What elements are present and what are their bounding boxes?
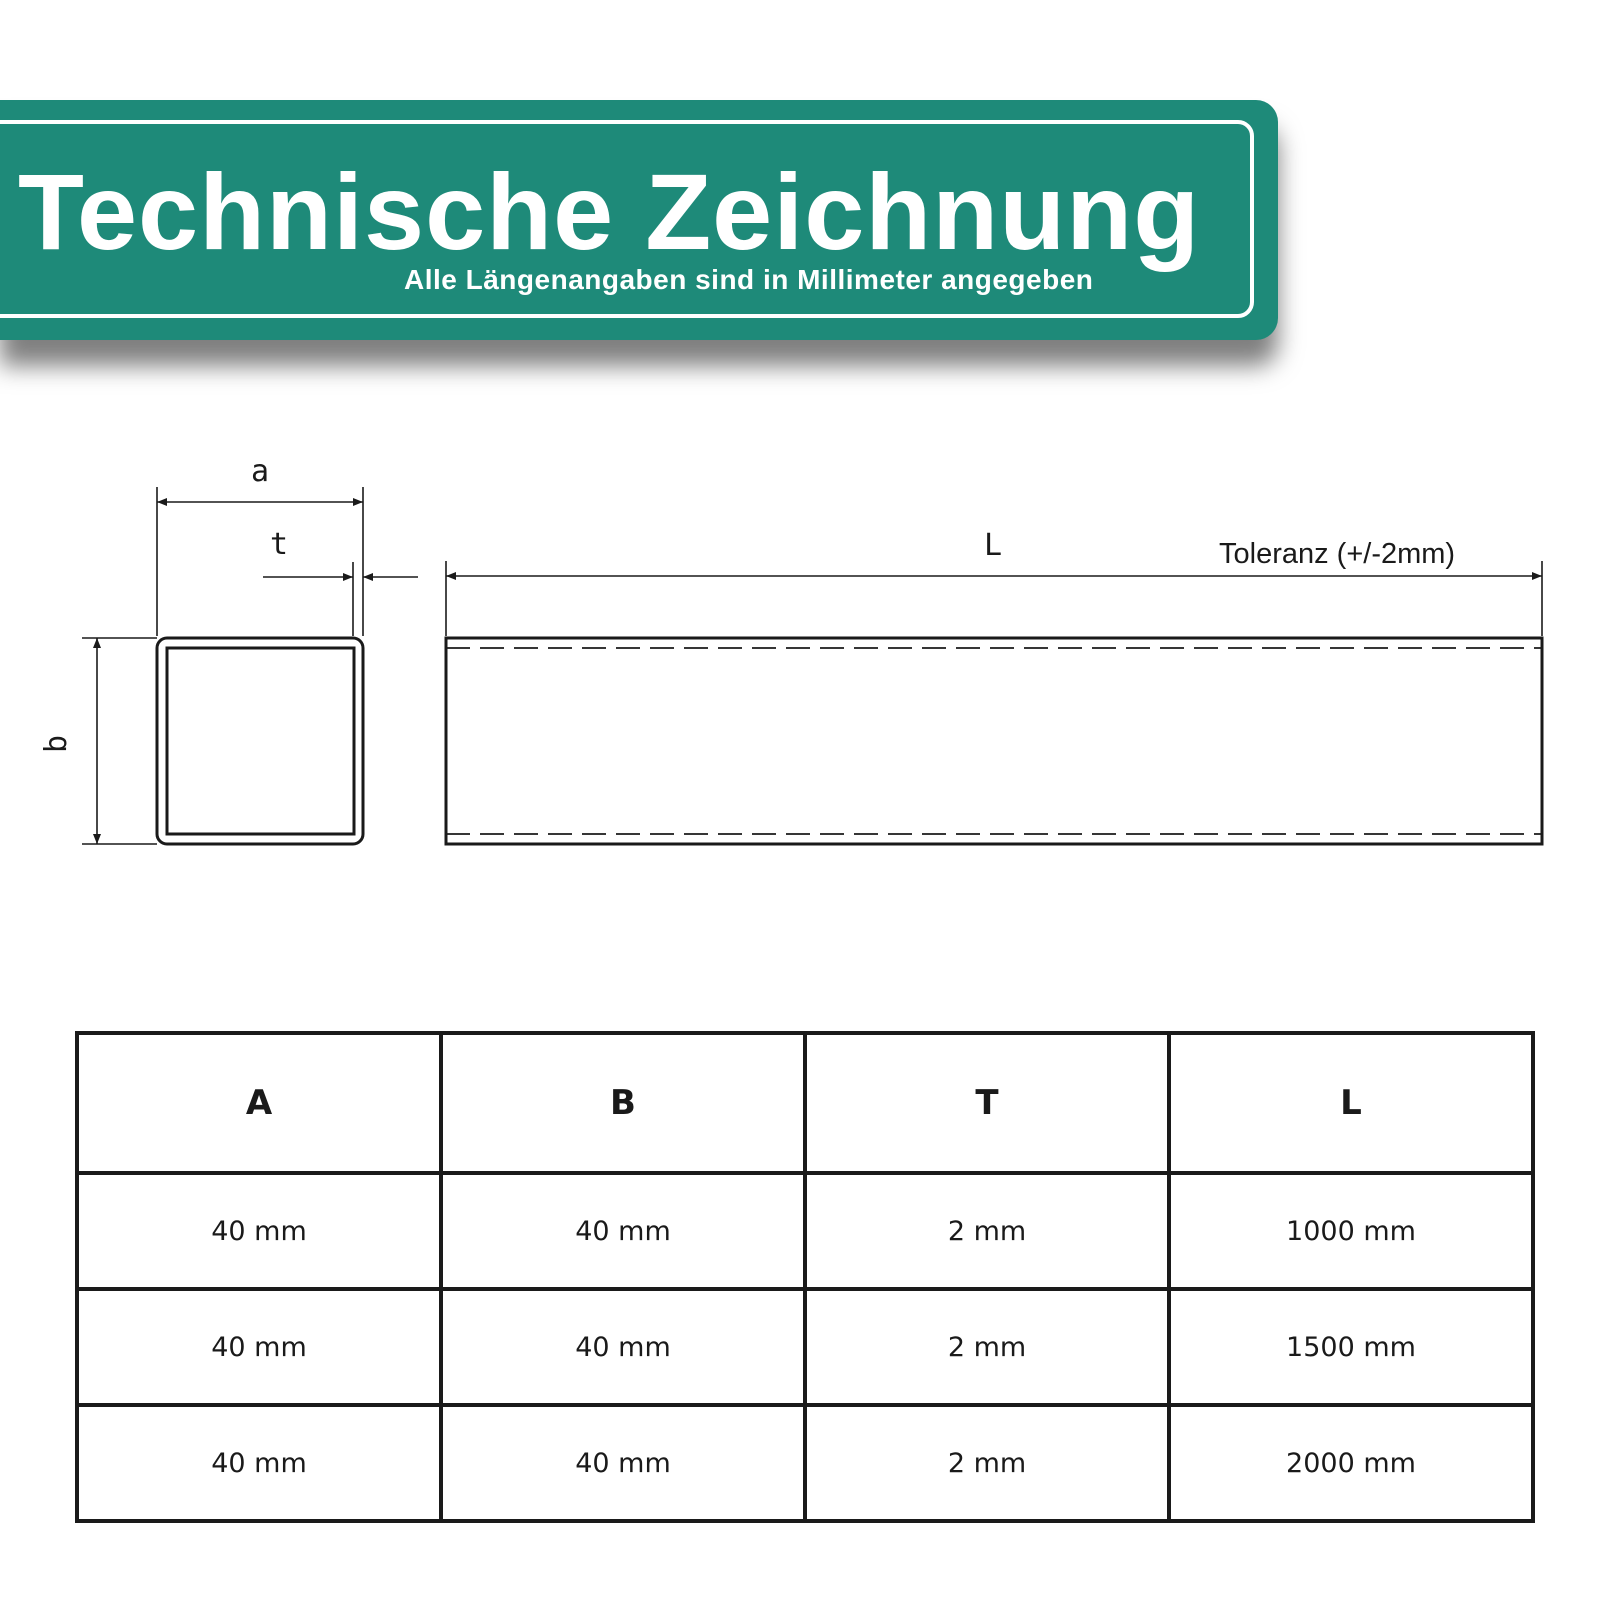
- table-cell: 1500 mm: [1169, 1289, 1533, 1405]
- table-row: [77, 1173, 1533, 1289]
- side-view: [446, 638, 1542, 844]
- label-a: a: [250, 454, 270, 489]
- tolerance-note: Toleranz (+/-2mm): [1219, 538, 1456, 570]
- table-cell: 40 mm: [77, 1405, 441, 1521]
- table-cell: 2 mm: [805, 1289, 1169, 1405]
- dimension-t: [263, 562, 418, 636]
- column-header-l: L: [1169, 1033, 1533, 1173]
- table-cell: 2 mm: [805, 1173, 1169, 1289]
- table-cell: 40 mm: [77, 1173, 441, 1289]
- dimension-b: [82, 638, 157, 844]
- table-header-row: [77, 1033, 1533, 1173]
- page-subtitle: Alle Längenangaben sind in Millimeter angegeben: [404, 264, 1094, 295]
- label-b: b: [39, 734, 74, 754]
- dimensions-table: [75, 1031, 1535, 1523]
- table-row: [77, 1405, 1533, 1521]
- cross-section: [157, 638, 363, 844]
- column-header-a: A: [77, 1033, 441, 1173]
- column-header-b: B: [441, 1033, 805, 1173]
- cross-section-outer: [157, 638, 363, 844]
- page-title: Technische Zeichnung: [18, 151, 1201, 272]
- table-cell: 40 mm: [441, 1173, 805, 1289]
- column-header-t: T: [805, 1033, 1169, 1173]
- side-view-outline: [446, 638, 1542, 844]
- table-cell: 2000 mm: [1169, 1405, 1533, 1521]
- table-cell: 40 mm: [441, 1289, 805, 1405]
- table-cell: 40 mm: [77, 1289, 441, 1405]
- table-cell: 2 mm: [805, 1405, 1169, 1521]
- label-l: L: [983, 528, 1003, 563]
- label-t: t: [269, 527, 289, 562]
- dimension-a: [157, 487, 363, 636]
- table-row: [77, 1289, 1533, 1405]
- cross-section-inner: [167, 648, 354, 834]
- dimension-l: [446, 561, 1542, 636]
- table-cell: 1000 mm: [1169, 1173, 1533, 1289]
- table-cell: 40 mm: [441, 1405, 805, 1521]
